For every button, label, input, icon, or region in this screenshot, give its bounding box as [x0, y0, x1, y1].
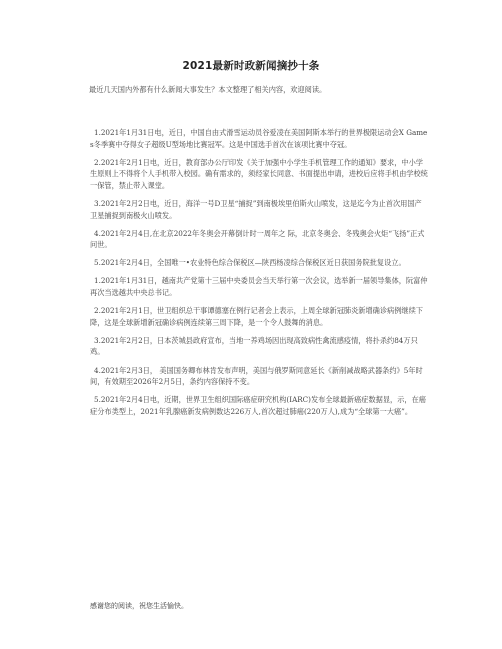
intro-paragraph: 最近几天国内外都有什么新闻大事发生？本文整理了相关内容，欢迎阅读。	[89, 85, 327, 94]
closing-line: 感谢您的阅读，祝您生活愉快。	[90, 602, 188, 610]
news-item: 5.2021年2月4日，全国唯一•农业特色综合保税区—陕西杨凌综合保税区近日获国务院批复设立。	[94, 258, 406, 268]
news-item: 1.2021年1月31日，越南共产党第十三届中央委员会当天举行第一次会议，选举新一届领导集体，阮富仲再次当选越共中央总书记。	[90, 276, 428, 298]
news-item: 3.2021年2月2日，日本茨城县政府宣布，当地一养鸡场因出现高致病性禽流感疫情，将扑杀约84万只鸡。	[90, 335, 418, 357]
news-item: 2.2021年2月1日电，近日，教育部办公厅印发《关于加强中小学生手机管理工作的通知》要求，中小学生原则上不得将个人手机带入校园。确有需求的，须经家长同意、书面提出申请，进校后应将手机由学校统一保管，禁止带入课堂。	[90, 157, 428, 190]
news-item: 1.2021年1月31日电，近日，中国自由式滑雪运动员谷爱凌在美国阿斯本举行的世界极限运动会X Games冬季赛中夺得女子超级U型场地比赛冠军。这是中国选手首次在该项比赛中夺冠。	[90, 128, 428, 149]
news-list	[90, 127, 428, 424]
news-item: 4.2021年2月3日， 美国国务卿布林肯发布声明，美国与俄罗斯同意延长《新削减战略武器条约》5年时间，有效期至2026年2月5日，条约内容保持不变。	[90, 365, 423, 387]
news-item: 4.2021年2月4日,在北京2022年冬奥会开幕倒计时一周年之 际，北京冬奥会、冬残奥会火炬“飞扬”正式问世。	[90, 228, 425, 250]
news-item: 5.2021年2月4日电，近期，世界卫生组织国际癌症研究机构(IARC)发布全球最新癌症数据显，示，在癌症分布类型上，2021年乳腺癌新发病例数达226万人,首次超过肺癌(220万人),成为“全球第一大癌”。	[90, 395, 426, 416]
news-item: 2.2021年2月1日，世卫组织总干事谭德塞在例行记者会上表示，上周全球新冠肺炎新增确诊病例继续下降，这是全球新增新冠确诊病例连续第三周下降，是一个令人鼓舞的消息。	[90, 306, 423, 327]
news-item: 3.2021年2月2日电，近日，海洋一号D卫星“捕捉”到南极埃里伯斯火山喷发，这是迄今为止首次用国产卫星捕捉到南极火山喷发。	[90, 198, 422, 220]
document-title: 2021最新时政新闻摘抄十条	[182, 60, 320, 72]
